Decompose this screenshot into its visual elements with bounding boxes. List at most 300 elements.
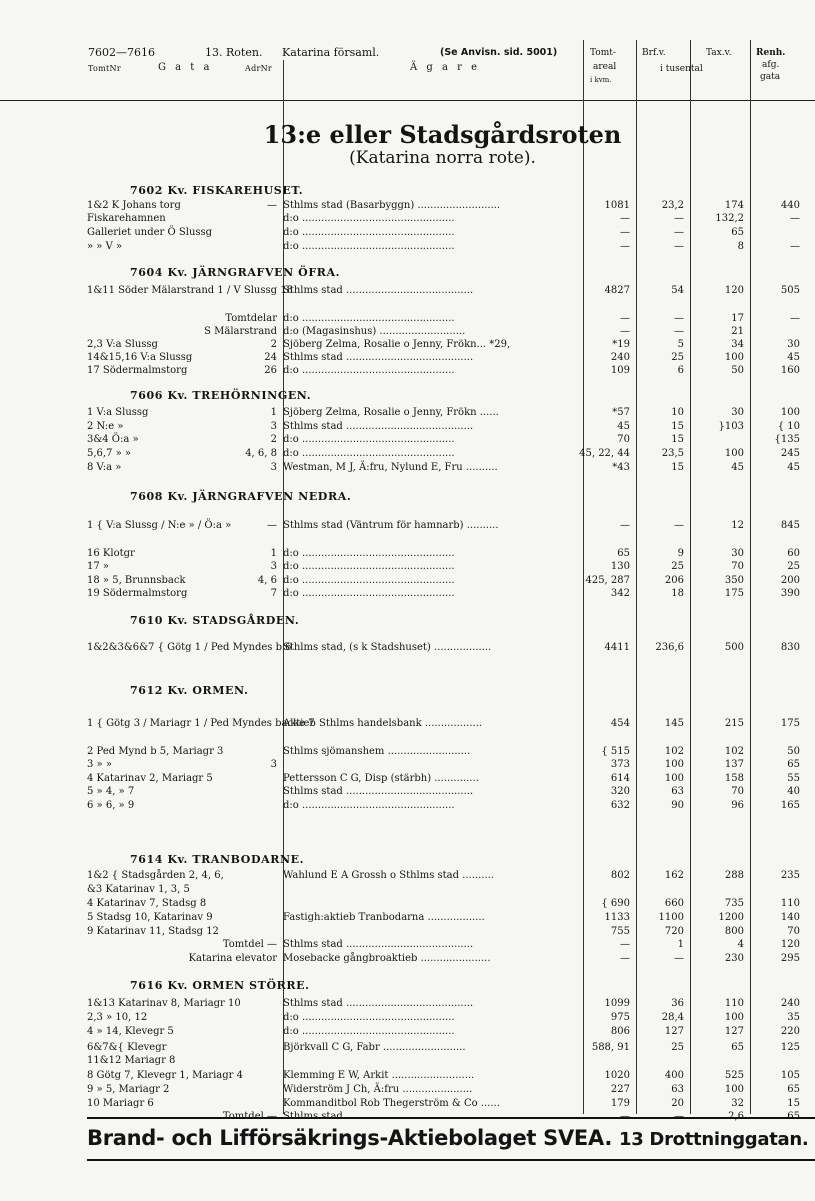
cell-areal: 975 [610, 1012, 630, 1023]
cell-renh: 505 [780, 285, 800, 296]
section-heading: 7608 Kv. JÄRNGRAFVEN NEDRA. [130, 490, 352, 503]
cell-renh: 295 [780, 953, 800, 964]
cell-brf: 25 [671, 352, 684, 363]
col-areal-1: Tomt- [590, 48, 616, 58]
cell-areal: — [620, 953, 630, 964]
cell-tax: 500 [724, 642, 744, 653]
cell-agare: Pettersson C G, Disp (stärbh) .............. [283, 773, 479, 784]
cell-brf: 90 [671, 800, 684, 811]
cell-renh: 105 [780, 1070, 800, 1081]
cell-gata: 1 { Götg 3 / Mariagr 1 / Ped Myndes backe 7 [87, 718, 315, 729]
cell-agare: Björkvall C G, Fabr .......................... [283, 1042, 466, 1053]
cell-gata: 1 { V:a Slussg / N:e » / Ö:a » [87, 520, 232, 531]
cell-brf: 9 [677, 548, 684, 559]
cell-tax: }103 [718, 421, 744, 432]
cell-renh: 160 [780, 365, 800, 376]
cell-areal: 4411 [604, 642, 630, 653]
cell-gata: 4 » 14, Klevegr 5 [87, 1026, 174, 1037]
cell-adr: S Mälarstrand [204, 326, 277, 337]
table-row [0, 561, 815, 575]
cell-areal: 4827 [604, 285, 630, 296]
cell-gata: 3&4 Ö:a » [87, 434, 139, 445]
cell-gata: 17 Södermalmstorg [87, 365, 188, 376]
cell-renh: 35 [787, 1012, 800, 1023]
cell-brf: 127 [664, 1026, 684, 1037]
cell-gata: 2 Ped Mynd b 5, Mariagr 3 [87, 746, 224, 757]
table-row [0, 1055, 815, 1069]
cell-brf: 18 [671, 588, 684, 599]
cell-adr: 2 [270, 339, 277, 350]
cell-tax: 65 [731, 1042, 744, 1053]
col-agare: Ä g a r e [410, 62, 480, 73]
cell-areal: 65 [617, 548, 630, 559]
cell-agare: Kommanditbol Rob Thegerström & Co ...... [283, 1098, 500, 1109]
cell-renh: 125 [780, 1042, 800, 1053]
cell-adr: Katarina elevator [188, 953, 277, 964]
table-row [0, 326, 815, 340]
running-header [0, 40, 815, 101]
cell-agare: d:o ................................................ [283, 1012, 455, 1023]
cell-adr: 1 [270, 407, 277, 418]
cell-agare: Sthlms stad (Väntrum för hamnarb) .......... [283, 520, 499, 531]
cell-brf: — [674, 953, 684, 964]
section-heading: 7612 Kv. ORMEN. [130, 684, 249, 697]
cell-renh: 175 [780, 718, 800, 729]
cell-agare: d:o (Magasinshus) ........................... [283, 326, 466, 337]
cell-brf: 15 [671, 434, 684, 445]
table-row [0, 759, 815, 773]
cell-brf: 1 [677, 939, 684, 950]
section-heading: 7606 Kv. TREHÖRNINGEN. [130, 389, 312, 402]
cell-brf: — [674, 1111, 684, 1122]
table-row [0, 313, 815, 327]
cell-brf: 25 [671, 561, 684, 572]
cell-renh: 165 [780, 800, 800, 811]
cell-areal: — [620, 939, 630, 950]
table-row [0, 939, 815, 953]
cell-renh: 120 [780, 939, 800, 950]
cell-brf: 28,4 [661, 1012, 684, 1023]
cell-gata: 8 Götg 7, Klevegr 1, Mariagr 4 [87, 1070, 243, 1081]
col-renh-3: gata [760, 72, 781, 82]
cell-agare: d:o ................................................ [283, 434, 455, 445]
cell-areal: 632 [610, 800, 630, 811]
cell-areal: 45 [617, 421, 630, 432]
advertisement-address: 13 Drottninggatan. [619, 1129, 809, 1150]
cell-gata: 6 » 6, » 9 [87, 800, 135, 811]
table-row [0, 1026, 815, 1040]
cell-brf: 15 [671, 421, 684, 432]
cell-gata: 11&12 Mariagr 8 [87, 1055, 176, 1066]
cell-tax: 32 [731, 1098, 744, 1109]
table-row [0, 800, 815, 814]
cell-renh: 50 [787, 746, 800, 757]
cell-adr: — [267, 200, 277, 211]
cell-gata: 2,3 » 10, 12 [87, 1012, 148, 1023]
cell-renh: 235 [780, 870, 800, 881]
table-row [0, 448, 815, 462]
cell-brf: 162 [664, 870, 684, 881]
cell-brf: 23,5 [661, 448, 684, 459]
cell-adr: Tomtdel — [222, 939, 277, 950]
instructions-note: (Se Anvisn. sid. 5001) [440, 47, 558, 58]
section-heading: 7604 Kv. JÄRNGRAFVEN ÖFRA. [130, 266, 341, 279]
cell-agare: Sthlms stad ........................................ [283, 285, 474, 296]
cell-tax: 12 [731, 520, 744, 531]
cell-brf: 206 [664, 575, 684, 586]
table-row [0, 407, 815, 421]
advertisement-text: Brand- och Lifförsäkrings-Aktiebolaget SVEA. [87, 1126, 612, 1150]
cell-gata: Galleriet under Ö Slussg [87, 227, 213, 238]
rote-subtitle: (Katarina norra rote). [349, 148, 536, 168]
cell-renh: 220 [780, 1026, 800, 1037]
cell-adr: 3 [270, 561, 277, 572]
section-heading: 7602 Kv. FISKAREHUSET. [130, 184, 304, 197]
cell-gata: 6&7&{ Klevegr [87, 1042, 167, 1053]
cell-brf: 100 [664, 759, 684, 770]
cell-gata: 1&2&3&6&7 { Götg 1 / Ped Myndes b 6 [87, 642, 292, 653]
cell-agare: Sjöberg Zelma, Rosalie o Jenny, Frökn... *29, [283, 339, 511, 350]
col-tomt: TomtNr [88, 64, 121, 73]
cell-tax: 800 [724, 926, 744, 937]
cell-agare: Sthlms stad ........................................ [283, 352, 474, 363]
cell-renh: 845 [780, 520, 800, 531]
col-adr: AdrNr [245, 64, 273, 73]
cell-areal: 45, 22, 44 [579, 448, 630, 459]
cell-agare: d:o ................................................ [283, 588, 455, 599]
cell-brf: 102 [664, 746, 684, 757]
cell-brf: 15 [671, 462, 684, 473]
cell-agare: Sthlms stad ........................................ [283, 998, 474, 1009]
table-row [0, 870, 815, 884]
table-row [0, 285, 815, 299]
cell-brf: 400 [664, 1070, 684, 1081]
cell-brf: 20 [671, 1098, 684, 1109]
rote-label: 13. Roten. [205, 46, 263, 59]
cell-agare: d:o ................................................ [283, 575, 455, 586]
cell-tax: 100 [724, 1012, 744, 1023]
cell-gata: 4 Katarinav 7, Stadsg 8 [87, 898, 207, 909]
cell-tax: 735 [724, 898, 744, 909]
cell-areal: 802 [610, 870, 630, 881]
cell-tax: 137 [724, 759, 744, 770]
cell-tax: 96 [731, 800, 744, 811]
cell-adr: 2 [270, 434, 277, 445]
parish-label: Katarina församl. [282, 46, 380, 59]
cell-tax: 70 [731, 786, 744, 797]
cell-renh: — [790, 241, 800, 252]
table-row [0, 926, 815, 940]
cell-agare: Mosebacke gångbroaktieb ...................... [283, 953, 491, 964]
table-row [0, 773, 815, 787]
cell-gata: 19 Södermalmstorg [87, 588, 188, 599]
cell-tax: 175 [724, 588, 744, 599]
cell-areal: — [620, 313, 630, 324]
cell-renh: 200 [780, 575, 800, 586]
cell-areal: 320 [610, 786, 630, 797]
cell-tax: 158 [724, 773, 744, 784]
cell-tax: 110 [724, 998, 744, 1009]
cell-brf: 660 [664, 898, 684, 909]
cell-gata: 9 Katarinav 11, Stadsg 12 [87, 926, 219, 937]
cell-brf: 25 [671, 1042, 684, 1053]
cell-brf: — [674, 520, 684, 531]
cell-agare: Fastigh:aktieb Tranbodarna .................. [283, 912, 485, 923]
cell-agare: d:o ................................................ [283, 1026, 455, 1037]
cell-adr: 26 [264, 365, 277, 376]
cell-agare: Sthlms sjömanshem .......................... [283, 746, 471, 757]
cell-renh: 240 [780, 998, 800, 1009]
cell-renh: 65 [787, 759, 800, 770]
table-row [0, 1084, 815, 1098]
cell-renh: 55 [787, 773, 800, 784]
col-tax: Tax.v. [706, 48, 732, 58]
cell-renh: 245 [780, 448, 800, 459]
cell-areal: 179 [610, 1098, 630, 1109]
cell-tax: 45 [731, 462, 744, 473]
cell-brf: 23,2 [661, 200, 684, 211]
cell-tax: 4 [737, 939, 744, 950]
table-row [0, 1012, 815, 1026]
cell-gata: 8 V:a » [87, 462, 122, 473]
cell-areal: 755 [610, 926, 630, 937]
table-row [0, 998, 815, 1012]
cell-areal: *57 [612, 407, 630, 418]
cell-brf: — [674, 213, 684, 224]
col-areal-3: i kvm. [590, 76, 612, 84]
table-row [0, 786, 815, 800]
cell-tax: 2,6 [728, 1111, 744, 1122]
cell-renh: {135 [774, 434, 800, 445]
table-row [0, 912, 815, 926]
cell-areal: 109 [610, 365, 630, 376]
cell-agare: Sthlms stad ........................................ [283, 786, 474, 797]
table-row [0, 884, 815, 898]
cell-tax: 100 [724, 352, 744, 363]
col-gata: G a t a [158, 62, 213, 73]
cell-areal: 342 [610, 588, 630, 599]
cell-areal: — [620, 1111, 630, 1122]
section-heading: 7610 Kv. STADSGÅRDEN. [130, 614, 300, 627]
cell-renh: — [790, 213, 800, 224]
cell-gata: » » V » [87, 241, 123, 252]
cell-agare: Sthlms stad ........................................ [283, 421, 474, 432]
cell-areal: 806 [610, 1026, 630, 1037]
cell-brf: 63 [671, 786, 684, 797]
section-heading: 7614 Kv. TRANBODARNE. [130, 853, 305, 866]
cell-gata: 4 Katarinav 2, Mariagr 5 [87, 773, 213, 784]
cell-tax: 127 [724, 1026, 744, 1037]
cell-areal: 1081 [604, 200, 630, 211]
table-row [0, 352, 815, 366]
cell-renh: 70 [787, 926, 800, 937]
cell-tax: 30 [731, 407, 744, 418]
cell-tax: 17 [731, 313, 744, 324]
cell-brf: — [674, 227, 684, 238]
cell-adr: Tomtdel — [222, 1111, 277, 1122]
table-row [0, 339, 815, 353]
cell-adr: 3 [270, 421, 277, 432]
table-row [0, 365, 815, 379]
cell-renh: 140 [780, 912, 800, 923]
cell-renh: 440 [780, 200, 800, 211]
cell-brf: — [674, 241, 684, 252]
cell-brf: 145 [664, 718, 684, 729]
cell-tax: 30 [731, 548, 744, 559]
cell-areal: 1099 [604, 998, 630, 1009]
cell-areal: 240 [610, 352, 630, 363]
cell-adr: 1 [270, 548, 277, 559]
cell-gata: 14&15,16 V:a Slussg [87, 352, 193, 363]
cell-tax: 132,2 [715, 213, 744, 224]
cell-gata: 5 » 4, » 7 [87, 786, 135, 797]
cell-renh: { 10 [777, 421, 800, 432]
cell-areal: — [620, 213, 630, 224]
cell-gata: 1 V:a Slussg [87, 407, 149, 418]
cell-areal: 373 [610, 759, 630, 770]
table-row [0, 1098, 815, 1112]
cell-areal: 130 [610, 561, 630, 572]
cell-agare: Aktieb Sthlms handelsbank .................. [283, 718, 483, 729]
cell-gata: 1&11 Söder Mälarstrand 1 / V Slussg 18 [87, 285, 293, 296]
cell-adr: Tomtdelar [225, 313, 277, 324]
table-row [0, 462, 815, 476]
cell-brf: 100 [664, 773, 684, 784]
cell-brf: 236,6 [655, 642, 684, 653]
cell-adr: 7 [270, 588, 277, 599]
table-row [0, 548, 815, 562]
col-tusental: i tusental [660, 64, 703, 74]
cell-brf: 36 [671, 998, 684, 1009]
cell-agare: Sthlms stad ........................................ [283, 1111, 474, 1122]
table-row [0, 227, 815, 241]
table-row [0, 746, 815, 760]
cell-tax: 230 [724, 953, 744, 964]
table-row [0, 575, 815, 589]
cell-tax: 70 [731, 561, 744, 572]
cell-brf: 63 [671, 1084, 684, 1095]
cell-gata: 1&2 { Stadsgården 2, 4, 6, [87, 870, 224, 881]
table-row [0, 434, 815, 448]
cell-tax: 50 [731, 365, 744, 376]
cell-tax: 100 [724, 448, 744, 459]
cell-gata: 2 N:e » [87, 421, 124, 432]
cell-brf: 54 [671, 285, 684, 296]
cell-tax: 120 [724, 285, 744, 296]
cell-adr: 4, 6 [257, 575, 277, 586]
cell-renh: 100 [780, 407, 800, 418]
cell-gata: 1&2 K Johans torg [87, 200, 181, 211]
cell-renh: 45 [787, 462, 800, 473]
cell-brf: 6 [677, 365, 684, 376]
cell-tax: 1200 [718, 912, 744, 923]
table-row [0, 200, 815, 214]
cell-renh: 25 [787, 561, 800, 572]
cell-areal: — [620, 520, 630, 531]
cell-agare: d:o ................................................ [283, 313, 455, 324]
cell-areal: 70 [617, 434, 630, 445]
cell-areal: { 515 [601, 746, 630, 757]
cell-agare: d:o ................................................ [283, 227, 455, 238]
cell-areal: 588, 91 [591, 1042, 630, 1053]
cell-brf: 5 [677, 339, 684, 350]
table-row [0, 953, 815, 967]
cell-tax: 8 [737, 241, 744, 252]
table-row [0, 898, 815, 912]
cell-gata: 1&13 Katarinav 8, Mariagr 10 [87, 998, 241, 1009]
cell-tax: 525 [724, 1070, 744, 1081]
rote-title: 13:e eller Stadsgårdsroten [263, 120, 622, 149]
cell-areal: { 690 [601, 898, 630, 909]
cell-areal: — [620, 241, 630, 252]
cell-brf: 10 [671, 407, 684, 418]
col-brf: Brf.v. [642, 48, 666, 58]
cell-renh: 65 [787, 1111, 800, 1122]
cell-tax: 21 [731, 326, 744, 337]
cell-gata: 10 Mariagr 6 [87, 1098, 154, 1109]
cell-agare: d:o ................................................ [283, 800, 455, 811]
advertisement-banner [87, 1117, 815, 1161]
cell-agare: d:o ................................................ [283, 241, 455, 252]
cell-tax: 215 [724, 718, 744, 729]
cell-areal: 1133 [604, 912, 630, 923]
cell-gata: 9 » 5, Mariagr 2 [87, 1084, 170, 1095]
cell-adr: 24 [264, 352, 277, 363]
col-renh-1: Renh. [756, 48, 786, 58]
cell-agare: Widerström J Ch, Ä:fru ...................... [283, 1084, 473, 1095]
cell-agare: Sthlms stad (Basarbyggn) .......................... [283, 200, 501, 211]
cell-agare: d:o ................................................ [283, 448, 455, 459]
cell-gata: 5,6,7 » » [87, 448, 132, 459]
cell-gata: 16 Klotgr [87, 548, 135, 559]
cell-gata: &3 Katarinav 1, 3, 5 [87, 884, 190, 895]
cell-renh: 390 [780, 588, 800, 599]
table-row [0, 241, 815, 255]
cell-agare: d:o ................................................ [283, 365, 455, 376]
cell-adr: 4, 6, 8 [245, 448, 277, 459]
table-row [0, 718, 815, 732]
cell-agare: d:o ................................................ [283, 213, 455, 224]
cell-tax: 100 [724, 1084, 744, 1095]
cell-tax: 350 [724, 575, 744, 586]
cell-areal: 227 [610, 1084, 630, 1095]
cell-agare: Wahlund E A Grossh o Sthlms stad .......... [283, 870, 495, 881]
cell-areal: 425, 287 [585, 575, 630, 586]
cell-renh: 830 [780, 642, 800, 653]
cell-tax: 102 [724, 746, 744, 757]
section-heading: 7616 Kv. ORMEN STÖRRE. [130, 979, 310, 992]
table-row [0, 520, 815, 534]
cell-renh: 110 [780, 898, 800, 909]
cell-renh: 30 [787, 339, 800, 350]
cell-brf: 720 [664, 926, 684, 937]
cell-agare: Sjöberg Zelma, Rosalie o Jenny, Frökn ...... [283, 407, 499, 418]
cell-renh: 40 [787, 786, 800, 797]
cell-gata: 3 » » [87, 759, 112, 770]
cell-brf: — [674, 313, 684, 324]
table-row [0, 1042, 815, 1056]
cell-tax: 34 [731, 339, 744, 350]
col-areal-2: areal [593, 62, 617, 72]
cell-agare: d:o ................................................ [283, 561, 455, 572]
cell-renh: 60 [787, 548, 800, 559]
cell-agare: Klemming E W, Arkit .......................... [283, 1070, 475, 1081]
cell-adr: — [267, 520, 277, 531]
cell-brf: 1100 [658, 912, 684, 923]
cell-agare: d:o ................................................ [283, 548, 455, 559]
cell-gata: 18 » 5, Brunnsback [87, 575, 186, 586]
table-row [0, 421, 815, 435]
